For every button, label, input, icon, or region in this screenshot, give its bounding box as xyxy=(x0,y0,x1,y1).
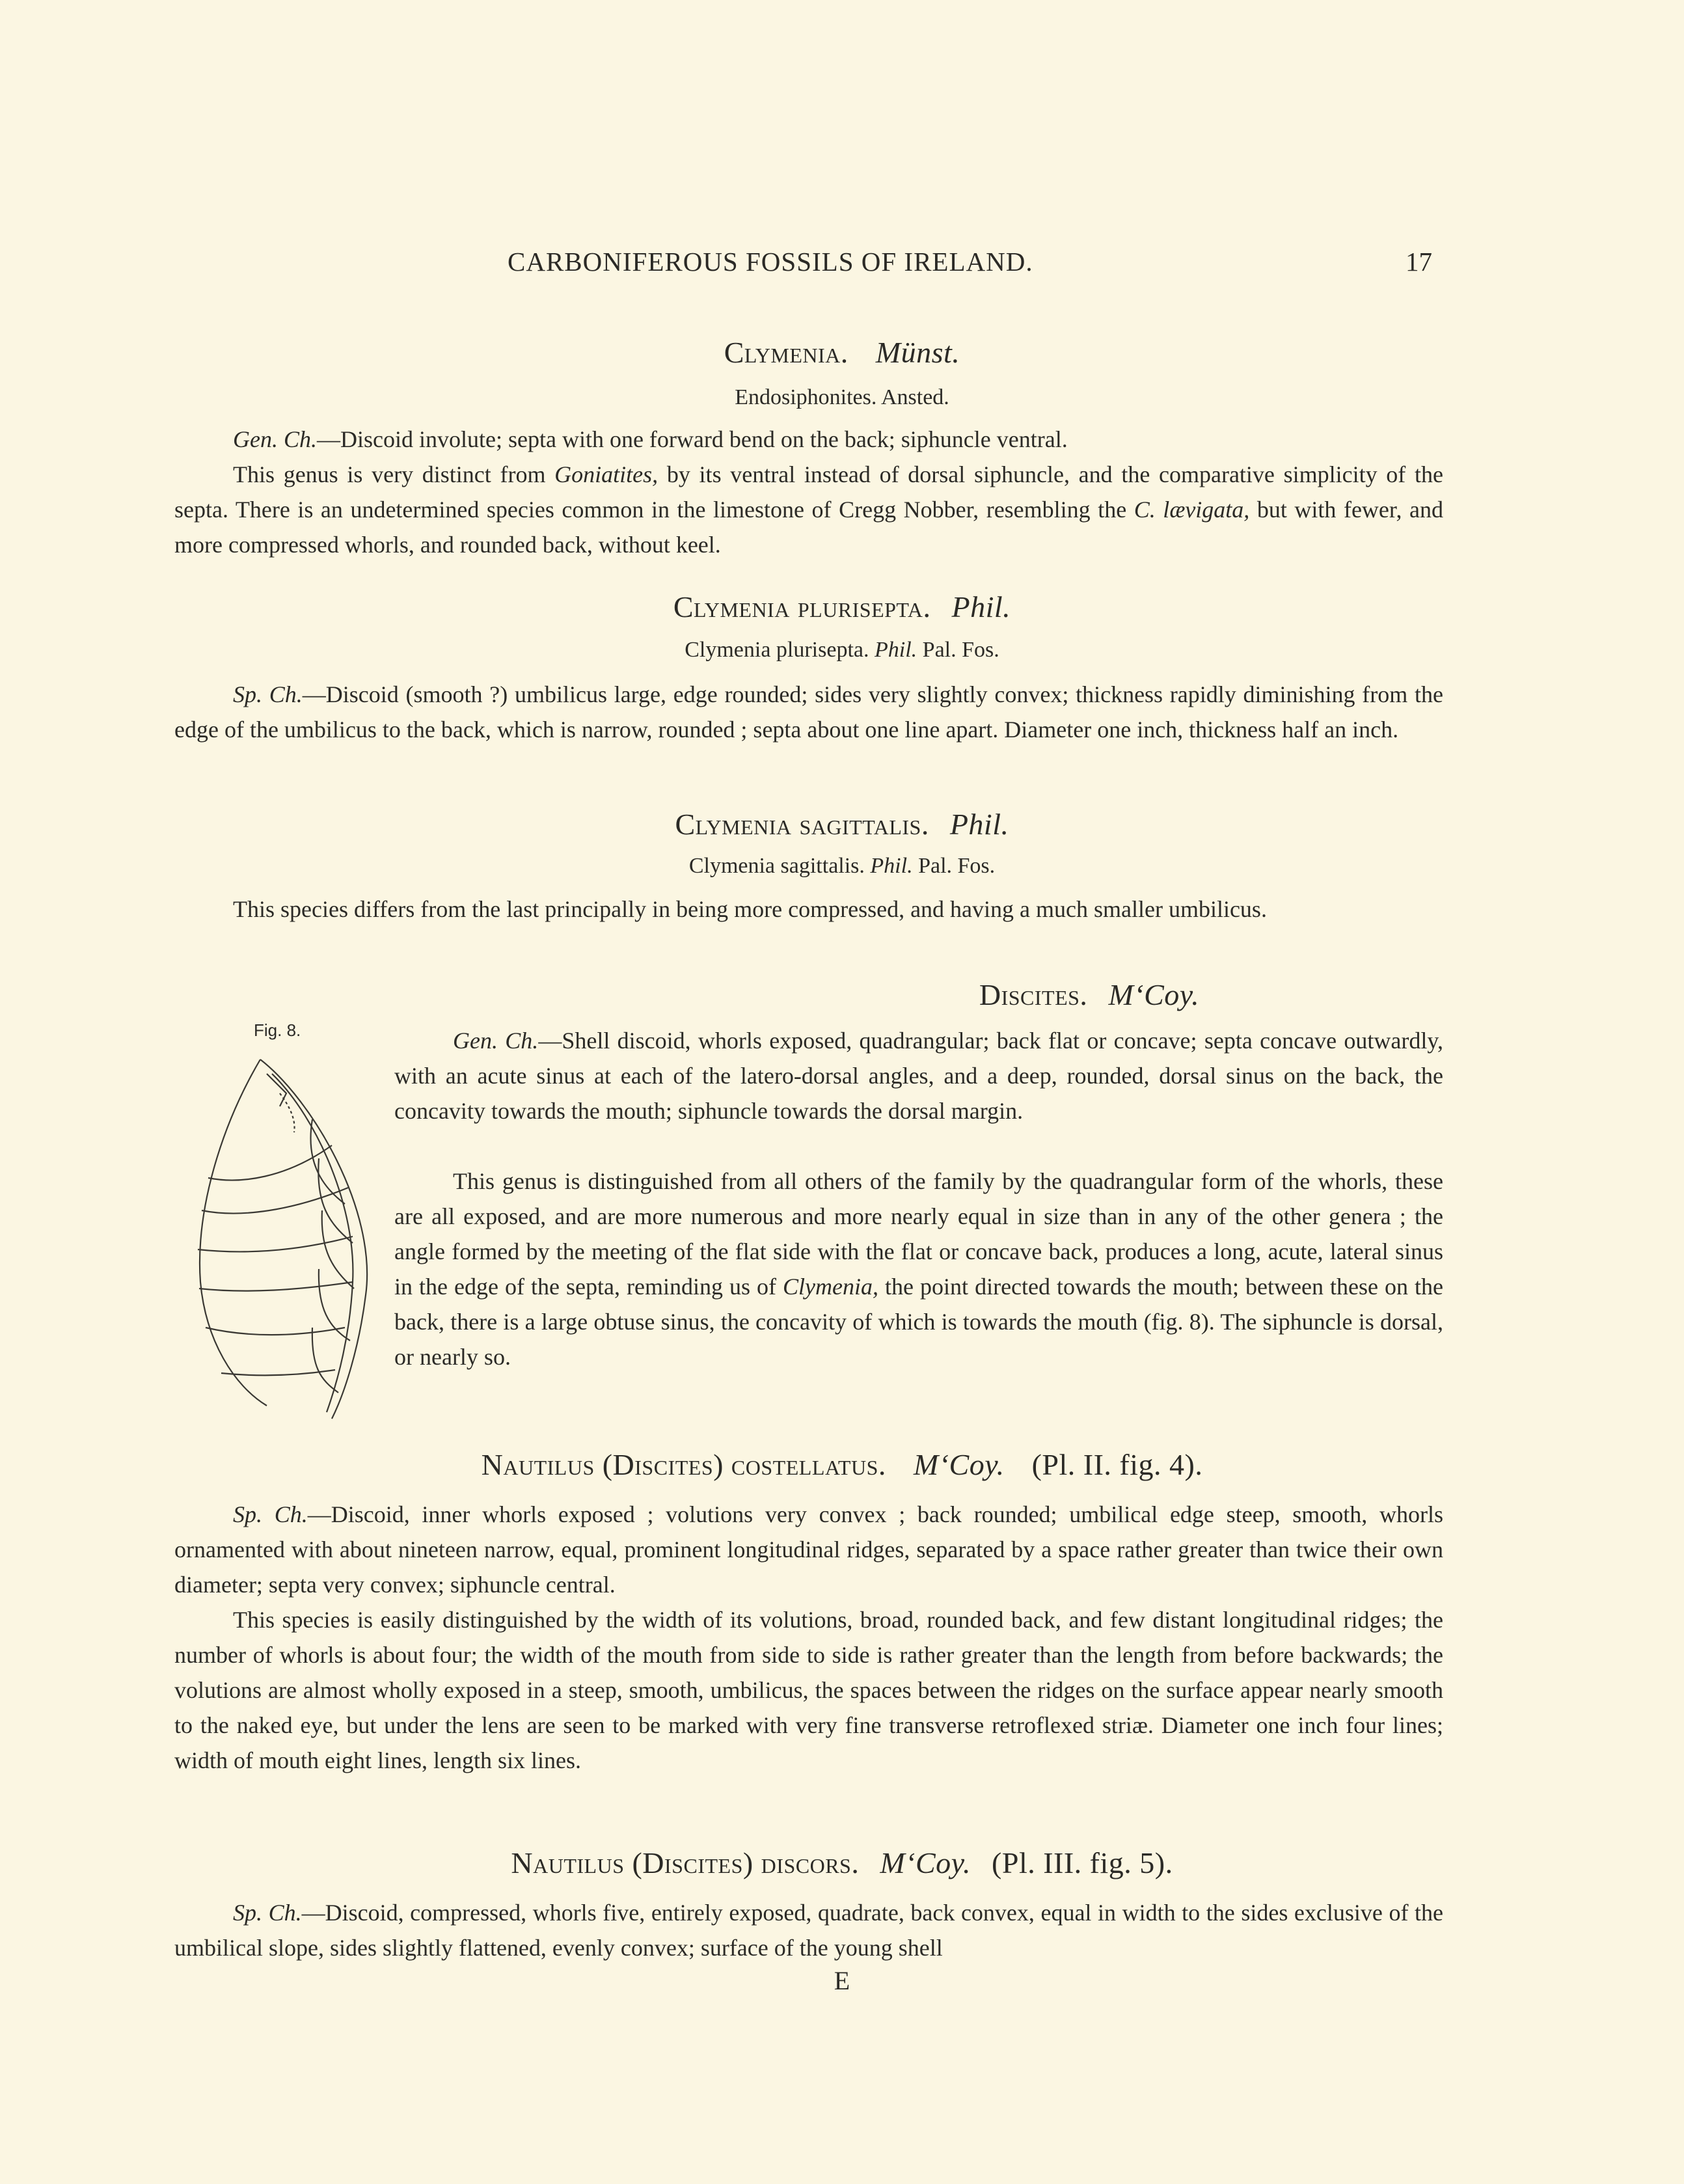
discors-title: Nautilus (Discites) discors. xyxy=(511,1846,860,1879)
gen-ch-text: —Discoid involute; septa with one forward bend on the back; siphuncle ventral. xyxy=(317,426,1068,452)
gen-ch-text: —Shell discoid, whorls exposed, quadrangular; back flat or concave; septa concave outwardly, with an acute sinus at each of the latero-dorsal angles, and a deep, rounded, dorsal sinus on the back, the concavity towards the mouth; siphuncle towards the dorsal margin. xyxy=(394,1028,1443,1124)
discites-paragraph xyxy=(394,1164,1443,1374)
sp-ch-text: —Discoid (smooth ?) umbilicus large, edge rounded; sides very slightly convex; thickness rapidly diminishing from the edge of the umbilicus to the back, which is narrow, rounded ; septa about one line apart. Diameter one inch, thickness half an inch. xyxy=(174,681,1443,743)
page-number: 17 xyxy=(1406,247,1432,277)
text: This genus is very distinct from xyxy=(233,461,555,487)
sp-ch-text: —Discoid, compressed, whorls five, entirely exposed, quadrate, back convex, equal in width to the sides exclusive of the umbilical slope, sides slightly flattened, evenly convex; surface of the young shell xyxy=(174,1900,1443,1961)
plurisepta-heading xyxy=(0,590,1684,624)
discites-heading xyxy=(247,977,1684,1012)
clymenia-paragraph xyxy=(174,457,1443,562)
costellatus-paragraph: This species is easily distinguished by the width of its volutions, broad, rounded back, and few distant longitudinal ridges; the number of whorls is about four; the width of the mouth from side to side is rather greater than the length from before backwards; the volutions are almost wholly exposed in a steep, smooth, umbilicus, the spaces between the ridges on the surface appear nearly smooth to the naked eye, but under the lens are seen to be marked with very fine transverse retroflexed striæ. Diameter one inch four lines; width of mouth eight lines, length six lines. xyxy=(174,1607,1443,1773)
genus-name: Clymenia, xyxy=(783,1274,879,1300)
costellatus-heading xyxy=(0,1447,1684,1482)
clymenia-title: Clymenia. xyxy=(724,336,849,369)
text: but with fewer, and more compressed whorls, and rounded back, without keel. xyxy=(174,497,1443,558)
text: Clymenia sagittalis. xyxy=(688,854,871,878)
sp-ch-text: —Discoid, inner whorls exposed ; volutions very convex ; back rounded; umbilical edge steep, smooth, whorls ornamented with about nineteen narrow, equal, prominent longitudinal ridges, separated by a space rather greater than twice their own diameter; septa very convex; siphuncle central. xyxy=(174,1501,1443,1598)
author: Phil. xyxy=(875,638,917,662)
plurisepta-synonym xyxy=(0,638,1684,662)
plurisepta-title: Clymenia plurisepta. xyxy=(673,590,931,623)
gen-ch-label: Gen. Ch. xyxy=(453,1028,539,1054)
sagittalis-heading xyxy=(0,807,1684,841)
species-name: C. lævigata, xyxy=(1134,497,1250,523)
costellatus-title: Nautilus (Discites) costellatus. xyxy=(481,1448,886,1481)
text: the point directed towards the mouth; between these on the back, there is a large obtuse sinus, the concavity of which is towards the mouth (fig. 8). The siphuncle is dorsal, or nearly so. xyxy=(394,1274,1443,1370)
sagittalis-title: Clymenia sagittalis. xyxy=(675,808,929,841)
genus-name: Goniatites, xyxy=(554,461,659,487)
text: Pal. Fos. xyxy=(912,854,996,878)
discors-heading xyxy=(0,1846,1684,1880)
plurisepta-sp-ch xyxy=(174,677,1443,747)
septa-figure xyxy=(182,1048,384,1425)
signature-mark: E xyxy=(834,1966,850,1995)
author: Phil. xyxy=(870,854,913,878)
plate-reference: (Pl. III. fig. 5). xyxy=(992,1846,1173,1879)
sagittalis-author: Phil. xyxy=(949,808,1009,841)
plurisepta-author: Phil. xyxy=(951,590,1011,623)
text: Clymenia plurisepta. xyxy=(685,638,875,662)
figure-label: Fig. 8. xyxy=(254,1020,301,1040)
sagittalis-paragraph: This species differs from the last principally in being more compressed, and having a much smaller umbilicus. xyxy=(233,896,1267,922)
text: by its ventral instead of dorsal siphuncle, and the comparative simplicity of the septa. There is an undetermined species common in the limestone of Cregg Nobber, resembling the xyxy=(174,461,1443,523)
sp-ch-label: Sp. Ch. xyxy=(233,1900,302,1926)
clymenia-author: Münst. xyxy=(875,336,960,369)
discors-author: M‘Coy. xyxy=(880,1846,971,1879)
costellatus-sp-ch xyxy=(174,1497,1443,1602)
discites-author: M‘Coy. xyxy=(1108,978,1200,1011)
sp-ch-label: Sp. Ch. xyxy=(233,681,303,707)
sagittalis-synonym xyxy=(0,854,1684,879)
discites-gen-ch xyxy=(394,1023,1443,1128)
text: Pal. Fos. xyxy=(917,638,999,662)
clymenia-gen-ch xyxy=(174,422,1443,457)
discors-sp-ch xyxy=(174,1895,1443,1965)
text: This genus is distinguished from all others of the family by the quadrangular form of the whorls, these are all exposed, and are more numerous and more nearly equal in size than in any of the other genera ; the angle formed by the meeting of the flat side with the flat or concave back, produces a long, acute, lateral sinus in the edge of the septa, reminding us of xyxy=(394,1168,1443,1300)
clymenia-synonym: Endosiphonites. Ansted. xyxy=(735,385,949,409)
costellatus-author: M‘Coy. xyxy=(913,1448,1005,1481)
gen-ch-label: Gen. Ch. xyxy=(233,426,317,452)
sp-ch-label: Sp. Ch. xyxy=(233,1501,308,1527)
discites-title: Discites. xyxy=(979,978,1088,1011)
running-title: CARBONIFEROUS FOSSILS OF IRELAND. xyxy=(508,247,1033,277)
clymenia-heading xyxy=(0,335,1684,370)
plate-reference: (Pl. II. fig. 4). xyxy=(1031,1448,1203,1481)
